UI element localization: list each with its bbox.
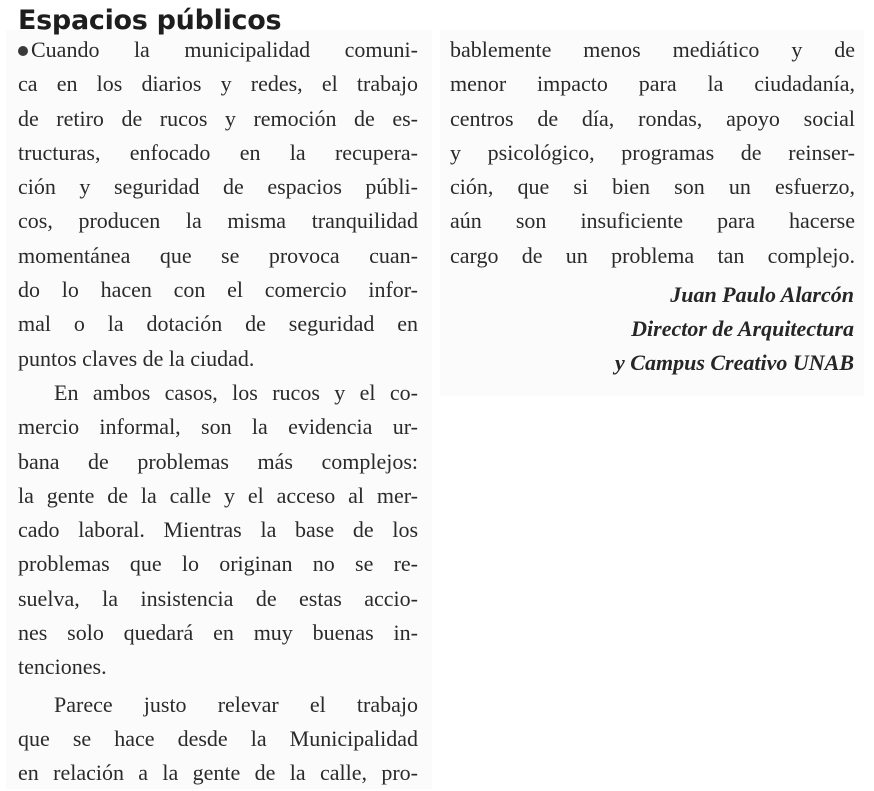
body-line: tenciones.	[18, 654, 107, 680]
body-line: Parece justo relevar el trabajo	[54, 691, 418, 717]
body-line: cos, producen la misma tranquilidad	[18, 208, 418, 234]
body-line: de retiro de rucos y remoción de es-	[18, 105, 418, 131]
body-line: ca en los diarios y redes, el trabajo	[18, 71, 418, 97]
article-headline: Espacios públicos	[18, 5, 282, 36]
body-line: cargo de un problema tan complejo.	[450, 242, 855, 268]
body-line: ción, que si bien son un esfuerzo,	[450, 174, 855, 200]
body-line: suelva, la insistencia de estas accio-	[18, 585, 418, 611]
body-line: menor impacto para la ciudadanía,	[450, 71, 855, 97]
author-institution: y Campus Creativo UNAB	[615, 350, 854, 375]
body-line: ción y seguridad de espacios públi-	[18, 174, 418, 200]
left-column	[18, 33, 418, 791]
body-line: que se hace desde la Municipalidad	[18, 725, 418, 751]
body-line: tructuras, enfocado en la recupera-	[18, 139, 418, 165]
body-line: bana de problemas más complejos:	[18, 448, 418, 474]
bullet-icon	[18, 46, 28, 56]
body-line: do lo hacen con el comercio infor-	[18, 277, 418, 303]
body-line: En ambos casos, los rucos y el co-	[54, 379, 418, 405]
body-line: aún son insuficiente para hacerse	[450, 208, 855, 234]
body-line: centros de día, rondas, apoyo social	[450, 105, 855, 131]
body-line: la gente de la calle y el acceso al mer-	[18, 482, 418, 508]
body-line: puntos claves de la ciudad.	[18, 345, 255, 371]
right-column	[450, 33, 855, 273]
body-line: momentánea que se provoca cuan-	[18, 242, 418, 268]
author-name: Juan Paulo Alarcón	[670, 282, 854, 307]
body-line: problemas que lo originan no se re-	[18, 551, 418, 577]
body-line: nes solo quedará en muy buenas in-	[18, 620, 418, 646]
body-line: en relación a la gente de la calle, pro-	[18, 760, 418, 786]
body-line: Cuando la municipalidad comuni-	[18, 33, 418, 67]
body-line: mercio informal, son la evidencia ur-	[18, 414, 418, 440]
body-line: mal o la dotación de seguridad en	[18, 311, 418, 337]
author-title: Director de Arquitectura	[631, 316, 854, 341]
body-line: bablemente menos mediático y de	[450, 37, 855, 62]
body-line: y psicológico, programas de reinser-	[450, 139, 855, 165]
body-line: cado laboral. Mientras la base de los	[18, 517, 418, 543]
author-signature	[615, 278, 854, 380]
